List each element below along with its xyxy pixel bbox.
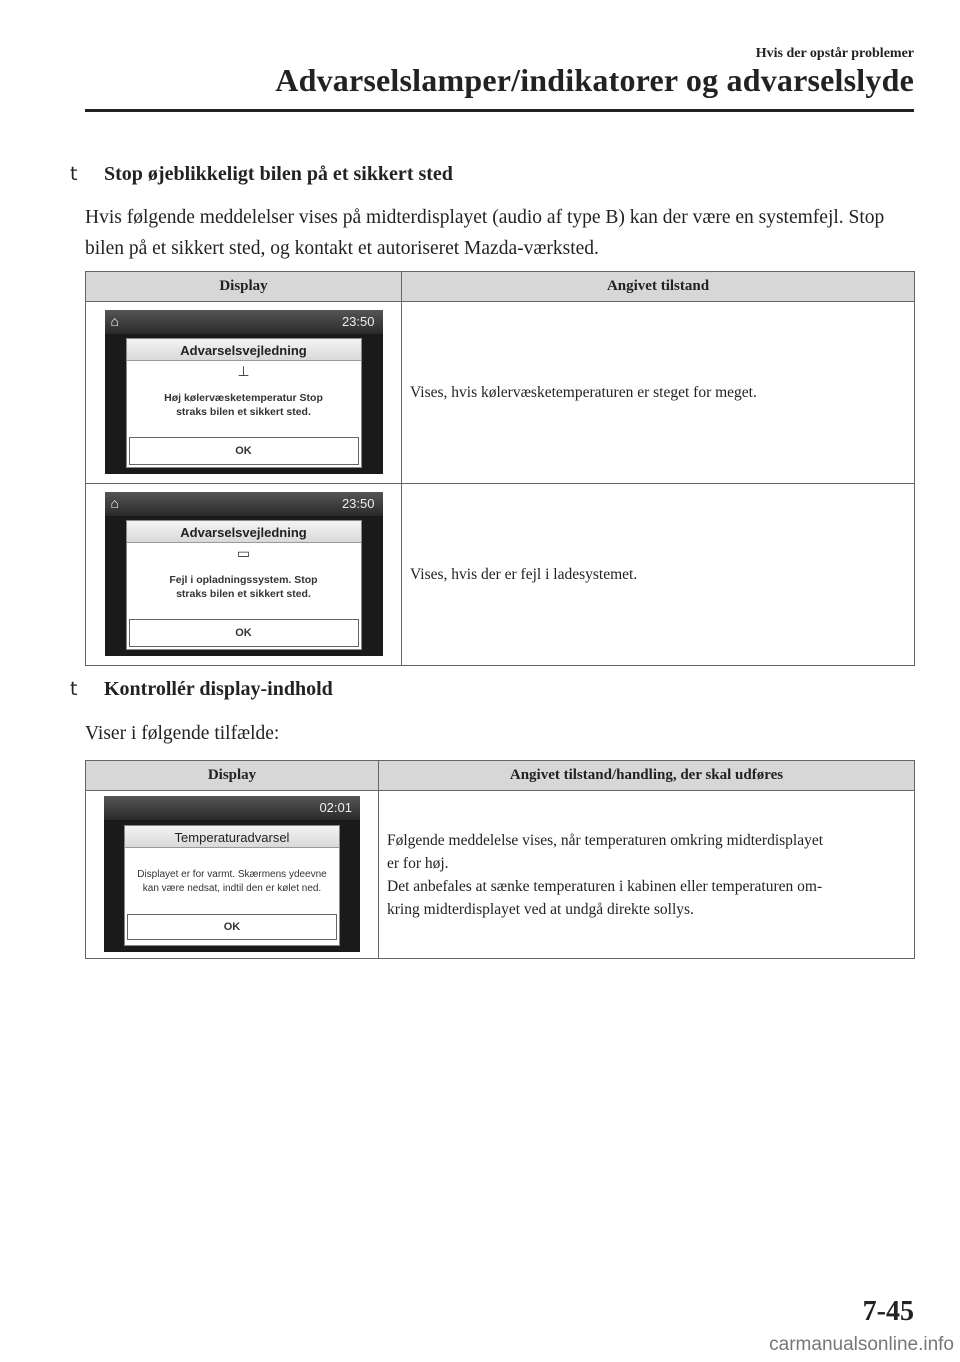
dialog-message: [127, 573, 361, 601]
dialog-message-line: straks bilen et sikkert sted.: [176, 588, 311, 600]
bullet-icon: t: [70, 678, 78, 700]
column-header-state: Angivet tilstand: [402, 272, 915, 302]
home-icon: ⌂: [110, 313, 119, 329]
ok-button[interactable]: OK: [127, 914, 337, 940]
dialog-message: [127, 391, 361, 419]
clock: 02:01: [319, 800, 352, 815]
bullet-icon: t: [70, 163, 78, 185]
battery-icon: ▭: [236, 545, 251, 561]
section-paragraph: Hvis følgende meddelelser vises på midterdisplayet (audio af type B) kan der være en systemfejl. Stop bilen på et sikkert sted, og kontakt et autoriseret Mazda-værksted.: [85, 207, 885, 259]
dialog-title: Temperaturadvarsel: [125, 826, 339, 848]
display-cell: [86, 791, 379, 959]
column-header-action: Angivet tilstand/handling, der skal udføres: [379, 761, 915, 791]
description-line: Følgende meddelelse vises, når temperaturen omkring midterdisplayet: [387, 831, 824, 849]
display-cell: [86, 302, 402, 484]
state-description: Vises, hvis der er fejl i ladesystemet.: [402, 484, 915, 666]
page-title: Advarselslamper/indikatorer og advarselslyde: [275, 62, 914, 98]
table-row: [86, 791, 915, 959]
coolant-temperature-icon: ⊥: [237, 363, 250, 379]
warning-dialog: [126, 338, 362, 468]
column-header-display: Display: [86, 761, 379, 791]
dialog-message: [125, 868, 339, 896]
display-screenshot: [104, 796, 360, 952]
dialog-message-line: straks bilen et sikkert sted.: [176, 406, 311, 418]
clock: 23:50: [341, 314, 375, 329]
screen-topbar: [105, 492, 383, 516]
table-header: [86, 761, 915, 791]
dialog-message-line: Displayet er for varmt. Skærmens ydeevne: [137, 869, 327, 880]
ok-button[interactable]: OK: [129, 619, 359, 647]
description-line: kring midterdisplayet ved at undgå direkte sollys.: [387, 900, 694, 918]
section-heading-stop: [70, 163, 453, 186]
dialog-title: Advarselsvejledning: [127, 339, 361, 361]
display-cell: [86, 484, 402, 666]
dialog-title: Advarselsvejledning: [127, 521, 361, 543]
section-heading-text: Kontrollér display-indhold: [104, 678, 333, 700]
description-line: er for høj.: [387, 854, 449, 872]
table-row: [86, 484, 915, 666]
home-icon: ⌂: [110, 495, 119, 511]
section-paragraph: Viser i følgende tilfælde:: [85, 723, 280, 744]
watermark: carmanualsonline.info: [769, 1334, 954, 1355]
display-screenshot: [105, 310, 383, 474]
table-header: [86, 272, 915, 302]
temperature-dialog: [124, 825, 340, 946]
display-screenshot: [105, 492, 383, 656]
page-number: 7-45: [862, 1296, 914, 1327]
table-row: [86, 302, 915, 484]
section-heading-check: [70, 678, 333, 701]
screen-topbar: [105, 310, 383, 334]
action-description: [379, 791, 915, 959]
state-description: Vises, hvis kølervæsketemperaturen er steget for meget.: [402, 302, 915, 484]
clock: 23:50: [341, 496, 375, 511]
dialog-message-line: Høj kølervæsketemperatur Stop: [164, 392, 323, 404]
warning-dialog: [126, 520, 362, 650]
dialog-message-line: Fejl i opladningssystem. Stop: [169, 574, 318, 586]
section-heading-text: Stop øjeblikkeligt bilen på et sikkert sted: [104, 163, 453, 185]
display-content-table: [85, 760, 915, 959]
warning-table: [85, 271, 915, 666]
section-subtitle: Hvis der opstår problemer: [755, 46, 914, 61]
header-divider: [85, 109, 914, 112]
column-header-display: Display: [86, 272, 402, 302]
ok-button[interactable]: OK: [129, 437, 359, 465]
dialog-message-line: kan være nedsat, indtil den er kølet ned.: [142, 883, 322, 894]
description-line: Det anbefales at sænke temperaturen i kabinen eller temperaturen om-: [387, 877, 823, 895]
